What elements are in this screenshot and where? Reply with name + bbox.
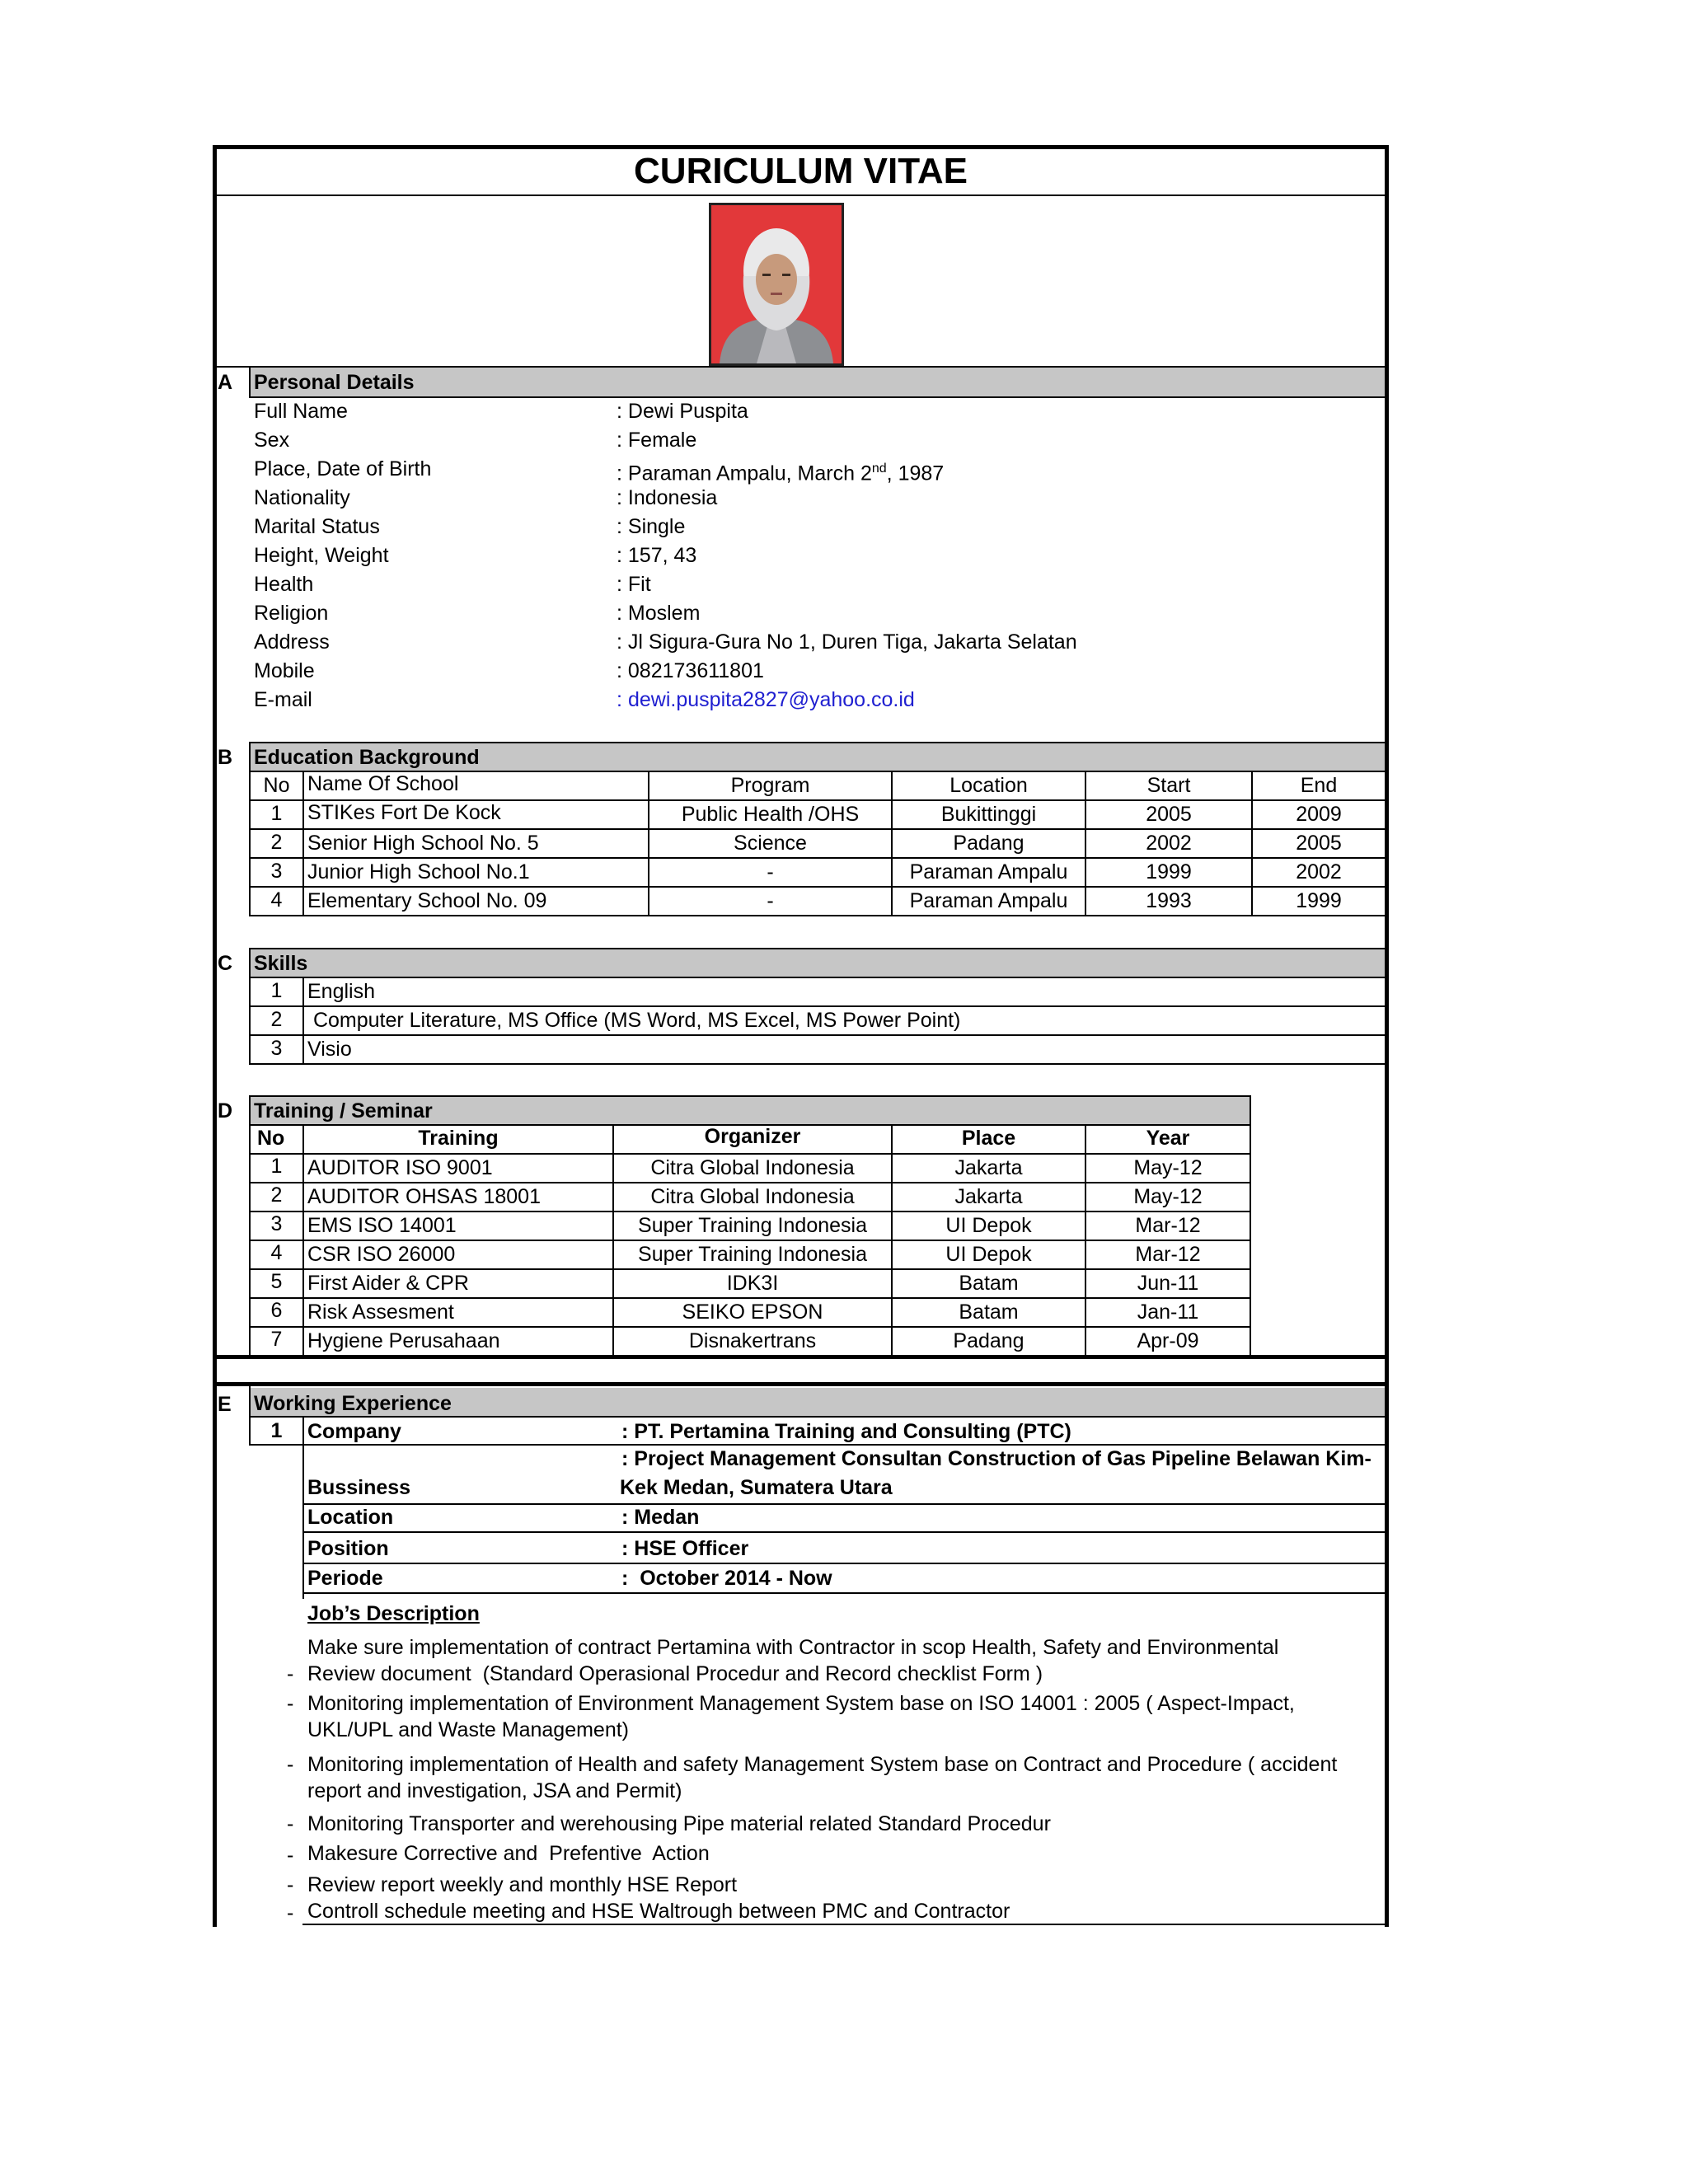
height-weight-value: : 157, 43: [617, 544, 697, 567]
duty-text: Monitoring implementation of Health and safety Management System base on Contract and Procedure ( accident: [307, 1753, 1338, 1776]
train-year: Jan-11: [1137, 1301, 1199, 1324]
train-year: Apr-09: [1137, 1329, 1199, 1352]
work-line-0: [249, 1416, 1386, 1418]
full-name-value: : Dewi Puspita: [617, 400, 748, 423]
health-value: : Fit: [617, 573, 651, 596]
business-label: Bussiness: [307, 1476, 411, 1499]
train-place: UI Depok: [945, 1214, 1032, 1237]
train-header-organizer: Organizer: [704, 1125, 801, 1148]
work-no: 1: [270, 1419, 283, 1442]
train-place: Padang: [953, 1329, 1025, 1352]
skills-line-2: [249, 1005, 1386, 1007]
position-label: Position: [307, 1537, 389, 1560]
business-value-line2: Kek Medan, Sumatera Utara: [620, 1476, 893, 1499]
periode-label: Periode: [307, 1567, 383, 1590]
edu-school: Elementary School No. 09: [307, 889, 547, 912]
address-value: : Jl Sigura-Gura No 1, Duren Tiga, Jakarta Selatan: [617, 630, 1077, 654]
work-line-5: [302, 1592, 1386, 1594]
train-header-place: Place: [961, 1127, 1016, 1150]
train-no: 5: [270, 1270, 283, 1293]
page-title: CURICULUM VITAE: [634, 151, 968, 191]
bullet-dash: -: [287, 1662, 294, 1685]
section-b-title: Education Background: [254, 746, 480, 769]
section-e-title: Working Experience: [254, 1392, 452, 1415]
train-no: 6: [270, 1299, 283, 1322]
edu-end: 2009: [1296, 803, 1342, 826]
train-organizer: SEIKO EPSON: [682, 1301, 823, 1324]
edu-start: 2002: [1146, 832, 1192, 855]
section-d-title: Training / Seminar: [254, 1099, 433, 1122]
skills-line-4: [249, 1063, 1386, 1065]
duty-text: Controll schedule meeting and HSE Waltrough between PMC and Contractor: [307, 1900, 1010, 1923]
edu-program: Public Health /OHS: [681, 803, 860, 826]
section-a-header: [250, 368, 1385, 397]
edu-line-5: [249, 915, 1386, 916]
section-e-letter: E: [218, 1393, 232, 1416]
duty-text: Review report weekly and monthly HSE Report: [307, 1873, 738, 1896]
sex-value: : Female: [617, 429, 697, 452]
bullet-dash: -: [287, 1692, 294, 1715]
edu-start: 1999: [1146, 860, 1192, 883]
train-year: May-12: [1133, 1156, 1203, 1179]
train-col-5: [1250, 1095, 1251, 1357]
train-place: UI Depok: [945, 1243, 1032, 1266]
mobile-label: Mobile: [254, 659, 315, 682]
edu-no: 3: [270, 860, 283, 883]
work-line-1: [249, 1444, 1386, 1446]
train-name: AUDITOR ISO 9001: [307, 1156, 493, 1179]
bullet-dash: -: [287, 1844, 294, 1867]
train-name: Risk Assesment: [307, 1301, 454, 1324]
skill-name: English: [307, 980, 375, 1003]
birth-label: Place, Date of Birth: [254, 457, 432, 480]
section-a-header-bottom: [249, 396, 1386, 398]
skill-no: 2: [270, 1008, 283, 1031]
edu-location: Bukittinggi: [940, 803, 1037, 826]
section-c-title: Skills: [254, 952, 308, 975]
edu-line-2: [249, 828, 1386, 830]
duty-text-cont: UKL/UPL and Waste Management): [307, 1718, 630, 1741]
skills-line-3: [249, 1034, 1386, 1036]
skills-col-1: [302, 977, 304, 1065]
email-link[interactable]: dewi.puspita2827@yahoo.co.id: [628, 688, 915, 711]
edu-header-start: Start: [1146, 774, 1191, 797]
profile-photo: [709, 203, 844, 366]
skill-name: Visio: [307, 1038, 352, 1061]
birth-value: [617, 457, 944, 485]
email-colon: :: [617, 688, 622, 711]
section-d-letter: D: [218, 1099, 233, 1122]
page-break-top: [213, 1355, 1389, 1359]
train-place: Jakarta: [954, 1185, 1023, 1208]
email-label: E-mail: [254, 688, 312, 711]
edu-program: -: [767, 860, 774, 883]
train-no: 7: [270, 1328, 283, 1351]
edu-header-program: Program: [730, 774, 810, 797]
duty-text: Monitoring Transporter and werehousing Pipe material related Standard Procedur: [307, 1812, 1051, 1835]
height-weight-label: Height, Weight: [254, 544, 389, 567]
edu-program: -: [767, 889, 774, 912]
train-year: Jun-11: [1137, 1272, 1199, 1295]
section-a-header-left: [249, 368, 251, 397]
train-place: Batam: [959, 1301, 1019, 1324]
train-organizer: Citra Global Indonesia: [650, 1156, 855, 1179]
edu-line-4: [249, 886, 1386, 888]
address-label: Address: [254, 630, 330, 654]
skills-line-1: [249, 977, 1386, 978]
edu-location: Padang: [953, 832, 1025, 855]
train-name: EMS ISO 14001: [307, 1214, 457, 1237]
train-name: CSR ISO 26000: [307, 1243, 456, 1266]
train-no: 1: [270, 1155, 283, 1178]
train-header-no: No: [257, 1127, 285, 1150]
edu-school: Senior High School No. 5: [307, 832, 539, 855]
train-name: First Aider & CPR: [307, 1272, 469, 1295]
religion-value: : Moslem: [617, 602, 701, 625]
business-value-line1: : Project Management Consultan Construction of Gas Pipeline Belawan Kim-: [621, 1447, 1372, 1470]
edu-line-3: [249, 857, 1386, 859]
edu-end: 2005: [1296, 832, 1342, 855]
duty-text: Monitoring implementation of Environment Management System base on ISO 14001 : 2005 ( Aspect-Impact,: [307, 1692, 1295, 1715]
bullet-dash: -: [287, 1873, 294, 1896]
edu-header-location: Location: [950, 774, 1028, 797]
edu-start: 2005: [1146, 803, 1192, 826]
train-col-1: [302, 1124, 304, 1357]
edu-location: Paraman Ampalu: [909, 889, 1068, 912]
birth-value-sup: nd: [871, 462, 887, 476]
edu-program: Science: [734, 832, 807, 855]
train-year: May-12: [1133, 1185, 1203, 1208]
edu-header-no: No: [263, 774, 290, 797]
job-description-title: Job’s Description: [307, 1602, 480, 1625]
train-place: Jakarta: [954, 1156, 1023, 1179]
train-year: Mar-12: [1135, 1214, 1201, 1237]
train-line-5: [249, 1240, 1251, 1241]
train-organizer: Super Training Indonesia: [638, 1243, 867, 1266]
frame-left: [213, 145, 217, 1927]
section-b-header-top: [249, 742, 1386, 743]
edu-col-1: [302, 771, 304, 916]
train-organizer: Citra Global Indonesia: [650, 1185, 855, 1208]
train-line-8: [249, 1326, 1251, 1328]
edu-start: 1993: [1146, 889, 1192, 912]
edu-end: 2002: [1296, 860, 1342, 883]
train-organizer: Disnakertrans: [688, 1329, 817, 1352]
edu-school: STIKes Fort De Kock: [307, 801, 501, 824]
edu-no: 2: [270, 831, 283, 854]
edu-school: Junior High School No.1: [307, 860, 530, 883]
train-name: AUDITOR OHSAS 18001: [307, 1185, 541, 1208]
edu-location: Paraman Ampalu: [909, 860, 1068, 883]
full-name-label: Full Name: [254, 400, 348, 423]
train-line-0: [249, 1095, 1251, 1097]
work-line-3: [302, 1531, 1386, 1533]
nationality-value: : Indonesia: [617, 486, 718, 509]
train-line-3: [249, 1182, 1251, 1183]
location-label: Location: [307, 1506, 394, 1529]
position-value: : HSE Officer: [621, 1537, 749, 1560]
location-value: : Medan: [621, 1506, 700, 1529]
section-b-letter: B: [218, 746, 233, 769]
section-c-header: [250, 949, 1385, 977]
duty-text: Makesure Corrective and Prefentive Action: [307, 1842, 710, 1865]
section-a-letter: A: [218, 371, 233, 394]
mobile-value: : 082173611801: [617, 659, 764, 682]
train-line-6: [249, 1268, 1251, 1270]
section-a-title: Personal Details: [254, 371, 415, 394]
title-divider: [214, 194, 1386, 196]
bullet-dash: -: [287, 1753, 294, 1776]
edu-no: 1: [270, 802, 283, 825]
train-line-7: [249, 1297, 1251, 1299]
sex-label: Sex: [254, 429, 290, 452]
edu-header-school: Name Of School: [307, 772, 459, 795]
train-header-year: Year: [1146, 1127, 1190, 1150]
work-line-bottom: [302, 1924, 1386, 1925]
work-line-4: [302, 1563, 1386, 1564]
duty-text: Review document (Standard Operasional Procedur and Record checklist Form ): [307, 1662, 1043, 1685]
frame-right: [1385, 145, 1389, 1927]
train-no: 3: [270, 1212, 283, 1235]
train-no: 4: [270, 1241, 283, 1264]
bullet-dash: -: [287, 1812, 294, 1835]
bullet-dash: -: [287, 1901, 294, 1924]
edu-header-end: End: [1300, 774, 1338, 797]
work-line-2: [302, 1503, 1386, 1505]
marital-label: Marital Status: [254, 515, 380, 538]
skills-line-0: [249, 948, 1386, 949]
duty-text-cont: report and investigation, JSA and Permit): [307, 1779, 682, 1802]
skill-no: 3: [270, 1037, 283, 1060]
edu-no: 4: [270, 888, 283, 912]
train-year: Mar-12: [1135, 1243, 1201, 1266]
train-organizer: IDK3I: [726, 1272, 779, 1295]
religion-label: Religion: [254, 602, 329, 625]
health-label: Health: [254, 573, 314, 596]
company-label: Company: [307, 1420, 401, 1443]
marital-value: : Single: [617, 515, 686, 538]
train-organizer: Super Training Indonesia: [638, 1214, 867, 1237]
train-line-2: [249, 1153, 1251, 1155]
birth-value-year: , 1987: [886, 462, 945, 485]
train-place: Batam: [959, 1272, 1019, 1295]
section-c-letter: C: [218, 952, 233, 975]
train-header-training: Training: [418, 1127, 499, 1150]
train-name: Hygiene Perusahaan: [307, 1329, 500, 1352]
company-value: : PT. Pertamina Training and Consulting (PTC): [621, 1420, 1071, 1443]
job-intro: Make sure implementation of contract Pertamina with Contractor in scop Health, Safety and Environmental: [307, 1636, 1279, 1659]
nationality-label: Nationality: [254, 486, 350, 509]
portrait-image: [711, 205, 842, 363]
edu-end: 1999: [1296, 889, 1342, 912]
train-line-4: [249, 1211, 1251, 1212]
periode-value: : October 2014 - Now: [621, 1567, 832, 1590]
skill-no: 1: [270, 979, 283, 1002]
skill-name: Computer Literature, MS Office (MS Word, MS Excel, MS Power Point): [307, 1009, 961, 1032]
train-no: 2: [270, 1183, 283, 1207]
birth-value-main: : Paraman Ampalu, March 2: [617, 462, 872, 485]
page-break-bottom: [213, 1382, 1389, 1386]
